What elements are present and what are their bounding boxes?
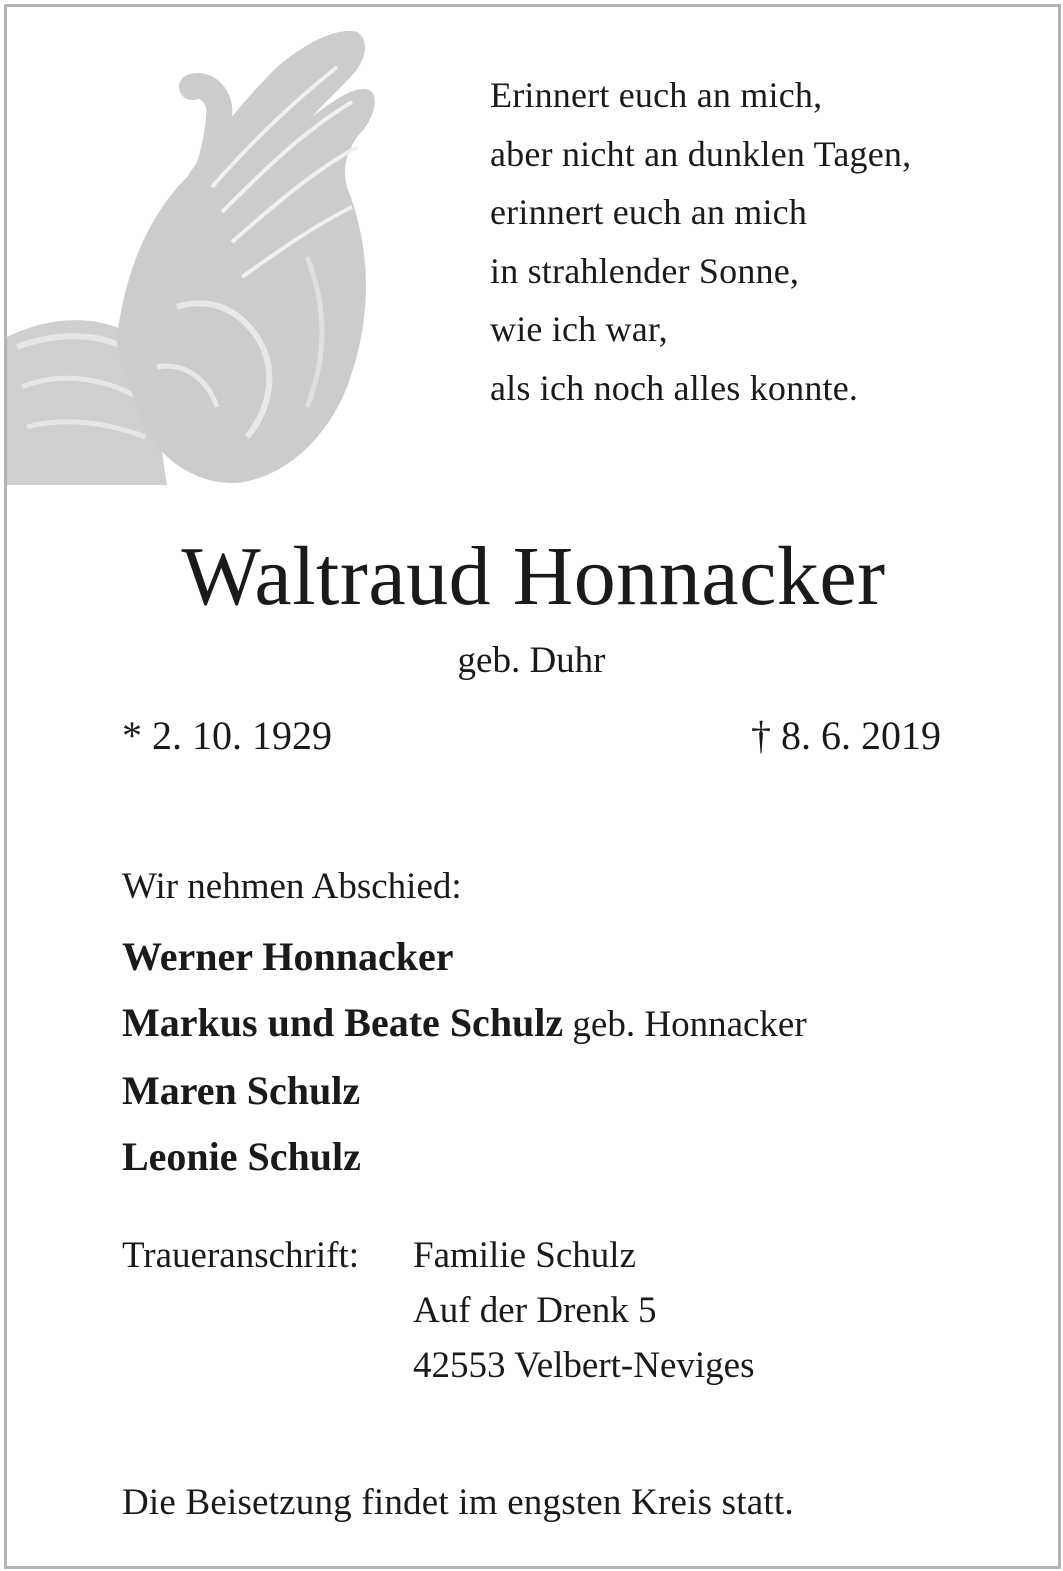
address-line: Auf der Drenk 5 [413,1290,657,1331]
mourner-row [122,990,807,1058]
funeral-note: Die Beisetzung findet im engsten Kreis statt. [122,1482,794,1523]
mourner-birth-name: geb. Honnacker [563,1004,807,1045]
address-block [413,1228,755,1393]
mourner-row [122,1058,807,1124]
memorial-poem [490,66,911,417]
praying-hands-icon [7,7,387,485]
address-line: Familie Schulz [413,1235,636,1276]
birth-date: * 2. 10. 1929 [122,713,332,758]
address-line: 42553 Velbert-Neviges [413,1345,755,1386]
mourners-list [122,924,807,1190]
mourner-name: Werner Honnacker [122,934,454,979]
birth-name: geb. Duhr [457,640,606,681]
mourner-name: Maren Schulz [122,1068,361,1113]
poem-line: erinnert euch an mich [490,192,808,232]
poem-line: in strahlender Sonne, [490,250,800,291]
mourner-name: Markus und Beate Schulz [122,1000,564,1045]
deceased-name: Waltraud Honnacker [181,530,886,623]
poem-line: wie ich war, [490,309,668,349]
poem-line: Erinnert euch an mich, [490,75,823,115]
address-label: Traueranschrift: [122,1235,360,1276]
mourner-name: Leonie Schulz [122,1134,361,1179]
farewell-intro: Wir nehmen Abschied: [122,866,462,907]
mourner-row [122,924,807,990]
poem-line: als ich noch alles konnte. [490,367,859,408]
mourner-row [122,1124,807,1190]
poem-line: aber nicht an dunklen Tagen, [490,133,912,174]
death-date: † 8. 6. 2019 [751,713,941,758]
